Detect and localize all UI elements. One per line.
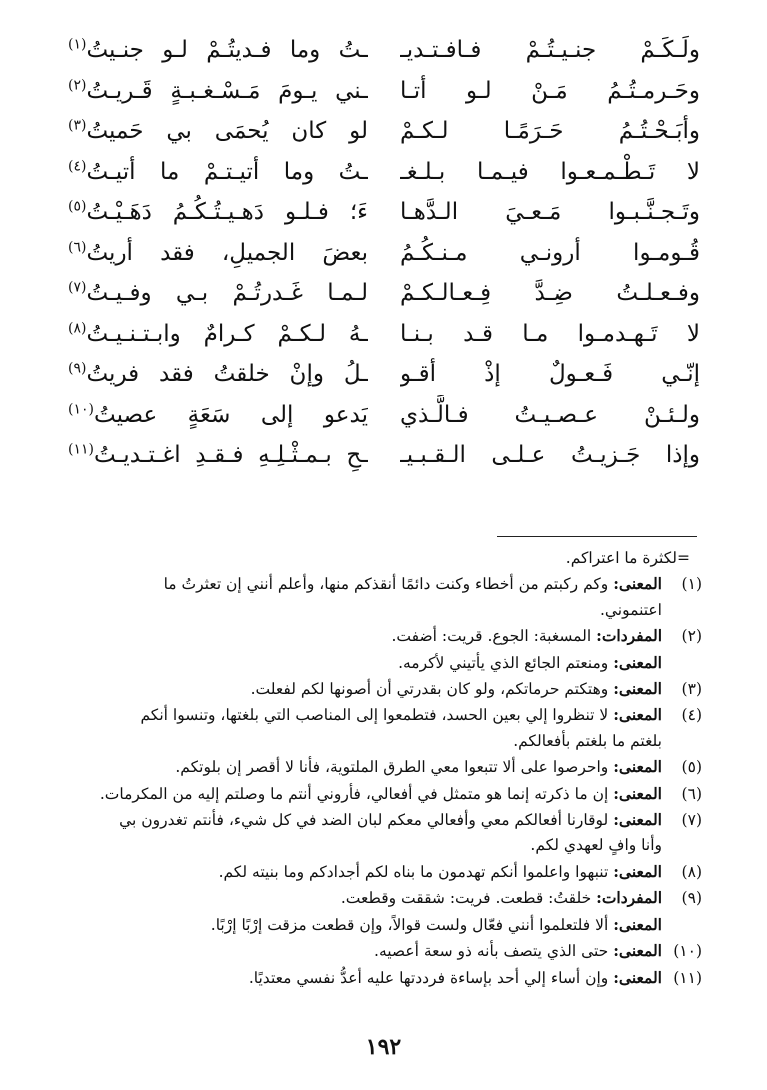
footnote-label: المعنى:: [613, 783, 662, 803]
footnote-text: واحرصوا على ألا تتبعوا معي الطرق الملتوية، فأنا لا أقصر إن بلوتكم.: [175, 758, 609, 777]
second-hemistich: يَدعو إلى سَعَةٍ عصيتُ$^{(١٠)}$: [68, 400, 368, 428]
footnote-number: (٩): [681, 889, 702, 908]
footnote-number: (٥): [681, 758, 702, 777]
footnote-continuation: =لكثرة ما اعتراكم.: [565, 549, 690, 567]
footnote-label: المعنى:: [613, 574, 662, 594]
footnote-text: حتى الذي يتصف بأنه ذو سعة أعصيه.: [374, 942, 609, 961]
footnote: [66, 676, 702, 702]
footnote-marker: (٤): [68, 157, 87, 174]
footnote-label: المعنى:: [613, 941, 662, 961]
footnote-number: (٧): [681, 811, 702, 830]
first-hemistich: إنّـي فَـعـولٌ إذْ أقـو: [400, 361, 700, 387]
footnote: [66, 571, 702, 623]
second-hemistich: ـتُ وما فـديتُـمْ لـو جنـيتُ$^{(١)}$: [68, 36, 368, 63]
footnote: [66, 754, 702, 780]
footnote-text: إن ما ذكرته إنما هو متمثل في أفعالي، فأروني أنتم ما وصلتم إليه من المكرمات.: [99, 784, 609, 803]
footnote-text: لا تنظروا إلي بعين الحسد، فتطمعوا إلى المناصب التي بلغتها، وتنسوا أنكم: [140, 706, 609, 725]
footnote-marker: (٥): [68, 198, 87, 215]
footnote-marker: (٢): [68, 76, 87, 93]
footnote-number: (٢): [681, 627, 702, 646]
first-hemistich: وفـعـلـتُ ضِـدَّ فِـعـالـكـمْ: [400, 280, 700, 306]
verse: [68, 435, 700, 476]
verse: [68, 71, 700, 112]
verse: [68, 111, 700, 152]
footnote: [66, 859, 702, 885]
second-hemistich: ـتُ وما أتيـتـمْ ما أتيـتُ$^{(٤)}$: [68, 157, 368, 185]
footnote-text: وهتكتم حرماتكم، ولو كان بقدرتي أن أصونها لكم لفعلت.: [250, 680, 609, 699]
footnote-text: وإن أساء إلي أحد بإساءة فرددتها عليه أعدُّ نفسي معتديًا.: [248, 968, 609, 987]
footnote-marker: (١٠): [68, 400, 94, 417]
footnote-divider: [497, 536, 697, 537]
footnote-text: خلقتُ: قطعت. فريت: شققت وقطعت.: [340, 889, 592, 908]
verse: [68, 273, 700, 314]
footnote-text: لوقارنا أفعالكم معي وأفعالي معكم لبان الضد في كل شيء، فأنتم تغدرون بي: [119, 811, 609, 830]
footnote-marker: (١١): [68, 441, 94, 458]
footnote-number: (٦): [681, 784, 702, 803]
second-hemistich: ـحِ بـمـثْـلِـهِ فـقـدِ اغـتـديـتُ$^{(١١)}$: [68, 441, 368, 468]
first-hemistich: وأبَـحْـتُـمُ حَـرَمًـا لـكـمْ: [400, 118, 700, 144]
footnote-text-continued: بلغتم ما بلغتم بأفعالكم.: [513, 731, 662, 750]
footnote-label: المعنى:: [613, 861, 662, 881]
verse: [68, 354, 700, 395]
footnote: [66, 781, 702, 807]
footnote-number: (٣): [681, 680, 702, 699]
footnote-number: (١): [681, 575, 702, 594]
footnote-label: المعنى:: [613, 705, 662, 725]
footnote-label: المعنى:: [613, 652, 662, 672]
footnote-marker: (١): [68, 36, 87, 53]
footnote-label: المعنى:: [613, 810, 662, 830]
footnote-sub: [66, 650, 702, 676]
footnotes: [66, 546, 702, 991]
footnote-text: تنبهوا واعلموا أنكم تهدمون ما بناه لكم أجدادكم وما بنيته لكم.: [218, 862, 609, 881]
footnote: [66, 702, 702, 754]
poem: [68, 30, 700, 476]
first-hemistich: ولـئـنْ عـصـيـتُ فـالَّـذي: [400, 401, 700, 428]
verse: [68, 233, 700, 274]
second-hemistich: ـلُ وإنْ خلقتُ فقد فريتُ$^{(٩)}$: [68, 360, 368, 387]
footnote-text-continued: اعتنموني.: [599, 600, 662, 619]
footnote-label: المفردات:: [596, 626, 662, 646]
footnote: [66, 807, 702, 859]
second-hemistich: لـمـا غَـدرتُـمْ بـي وفـيـتُ$^{(٧)}$: [68, 279, 368, 306]
footnote-marker: (٣): [68, 117, 87, 134]
first-hemistich: لا تَـطْـمـعـوا فيـمـا بـلـغـ: [400, 158, 700, 185]
footnote-label: المعنى:: [613, 679, 662, 699]
footnote-sub: [66, 912, 702, 938]
footnote-text: وكم ركبتم من أخطاء وكنت دائمًا أنقذكم منها، وأعلم أنني إن تعثرتُ ما: [163, 575, 609, 594]
verse: [68, 192, 700, 233]
footnote-text: ومنعتم الجائع الذي يأتيني لأكرمه.: [398, 653, 609, 672]
second-hemistich: لو كان يُحمَى بي حَميتُ$^{(٣)}$: [68, 117, 368, 144]
footnote-label: المعنى:: [613, 914, 662, 934]
second-hemistich: بعضَ الجميلِ، فقد أريتُ$^{(٦)}$: [68, 238, 368, 266]
footnote: [66, 885, 702, 911]
first-hemistich: وإذا جَـزيـتُ عـلـى الـقـبـيـ: [400, 442, 700, 468]
page-number: ١٩٢: [365, 1034, 402, 1060]
footnote-text: المسغبة: الجوع. قريت: أضفت.: [391, 627, 592, 646]
first-hemistich: قُـومـوا أرونـي مـنـكُـمُ: [400, 239, 700, 266]
second-hemistich: ءَ؛ فـلـو دَهـيـتُـكُـمُ دَهَـيْـتُ$^{(٥)}$: [68, 198, 368, 225]
footnote-marker: (٨): [68, 319, 87, 336]
verse: [68, 314, 700, 355]
second-hemistich: ـهُ لـكـمْ كـرامٌ وابـتـنـيـتُ$^{(٨)}$: [68, 319, 368, 347]
first-hemistich: وتَـجـنَّـبـوا مَـعـيَ الـدَّهـا: [400, 199, 700, 225]
footnote: [66, 938, 702, 964]
footnote-text-continued: وأنا وافٍ لعهدي لكم.: [530, 836, 662, 855]
footnote-marker: (٧): [68, 279, 87, 296]
footnote-number: (١١): [673, 968, 702, 987]
footnote-number: (٤): [681, 706, 702, 725]
footnote-number: (٨): [681, 862, 702, 881]
footnote-label: المفردات:: [596, 888, 662, 908]
first-hemistich: لا تَـهـدمـوا مـا قـد بـنـا: [400, 320, 700, 347]
footnote-number: (١٠): [673, 942, 702, 961]
first-hemistich: وحَـرمـتُـمُ مَـنْ لـو أتـا: [400, 77, 700, 104]
footnote: [66, 965, 702, 991]
verse: [68, 30, 700, 71]
second-hemistich: ـني يـومَ مَـسْـغـبـةٍ قَـريـتُ$^{(٢)}$: [68, 76, 368, 104]
footnote-label: المعنى:: [613, 757, 662, 777]
verse: [68, 395, 700, 436]
footnote-marker: (٦): [68, 238, 87, 255]
first-hemistich: ولَـكَـمْ جنـيـتُـمْ فـافـتـديـ: [400, 37, 700, 63]
footnote-label: المعنى:: [613, 967, 662, 987]
footnote-text: ألا فلتعلموا أنني فعّال ولست قوالاً، وإن قطعت مزقت إرْبًا إرْبًا.: [210, 915, 609, 934]
verse: [68, 152, 700, 193]
footnote: [66, 623, 702, 649]
footnote-marker: (٩): [68, 360, 87, 377]
